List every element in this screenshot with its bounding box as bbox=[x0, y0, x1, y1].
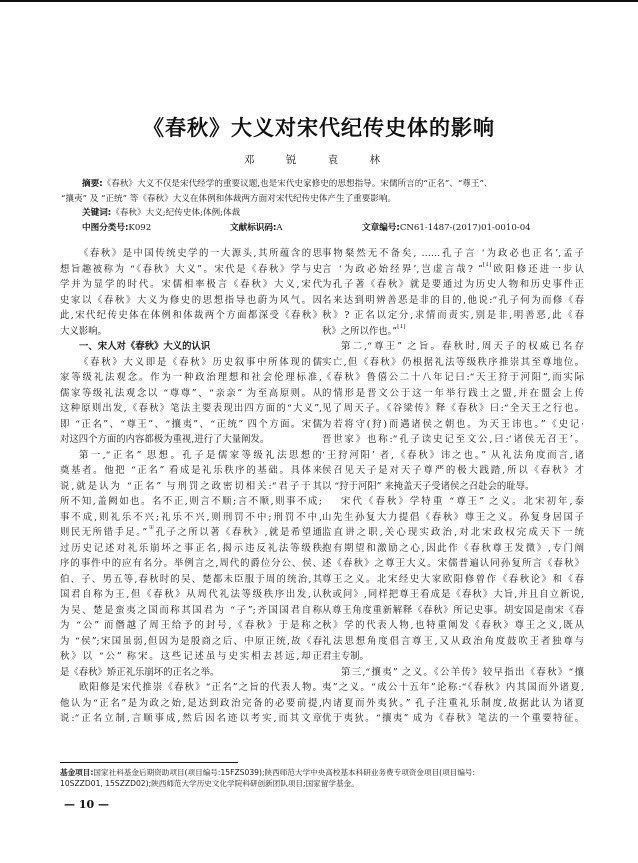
paragraph-line: 《春秋》大义即是《春秋》历史叙事中所体现的儒 bbox=[79, 356, 322, 368]
keywords bbox=[61, 206, 602, 221]
paragraph-line: 晋世家》也称:“孔子读史记至文公,曰:‘诸侯无召王’。 bbox=[322, 434, 584, 445]
article-id-label: 文章编号: bbox=[362, 223, 400, 233]
paragraph-line: 所不知,盖阙如也。名不正,则言不顺;言不顺,则事不成; bbox=[60, 496, 322, 507]
paragraph-line: 第二,“尊王” 之旨。春秋时,周天子的权威已名存 bbox=[341, 341, 584, 352]
line-text: 欧阳修还进一步认 bbox=[491, 263, 584, 275]
paragraph-line: 的情形是晋文公于这一年举行践土之盟,并在盟会上传 bbox=[322, 387, 584, 399]
paragraph-line: 伯、子、男五等,春秋时的吴、楚都未臣服于周的统治,其 bbox=[60, 573, 322, 585]
paragraph-line: 为若将守(狩)而遇诸侯之朝也。为天王讳也。”《史记· bbox=[322, 418, 584, 430]
citation-marker: [1] bbox=[397, 323, 406, 330]
abstract-line bbox=[61, 177, 581, 192]
clc-number bbox=[82, 221, 230, 236]
footnote bbox=[60, 767, 580, 789]
paragraph-line: 为 “侯”;宋国虽弱,但因为是殷商之后、中原正统,故《春 bbox=[60, 635, 322, 647]
paragraph-line: 此,宋代纪传史体在体例和体裁两个方面都深受《春秋》 bbox=[60, 310, 322, 321]
paragraph-line: 见了周天子。《谷梁传》释《春秋》曰:“全天王之行也。 bbox=[322, 403, 584, 414]
paragraph-line: 奠基者。他把 “正名” 看成是礼乐秩序的基础。具体来 bbox=[60, 465, 322, 476]
paragraph-line: ‘王狩河阳’ 者,《春秋》讳之也。” 从礼法角度而言,诸 bbox=[322, 449, 584, 461]
keywords-label: 关键词: bbox=[82, 208, 112, 218]
paragraph-line: 《春秋》鲁僖公二十八年记曰:“天王狩于河阳”,而实际 bbox=[322, 372, 584, 383]
paragraph-line: 秋》以 “公” 称宋。这些记述虽与史实相去甚远,却正 bbox=[60, 651, 322, 662]
paragraph-line: 《春秋》是中国传统史学的一大源头,其所蕴含的思 bbox=[79, 248, 322, 259]
paragraph-line: 序的事件中的应有名分。举例言之,周代的爵位分公、侯、 bbox=[60, 558, 322, 569]
clc-label: 中图分类号: bbox=[82, 223, 129, 233]
paragraph-line: 优于夷狄。“攘夷” 成为《春秋》笔法的一个重要特征。 bbox=[322, 713, 584, 724]
paragraph-line: 对这四个方面的内容都极为重视,进行了大量阐发。 bbox=[60, 434, 270, 445]
paragraph-line: 学并为显学的时代。宋儒相率极言《春秋》大义,宋代 bbox=[60, 279, 322, 290]
paragraph-line: 侯召见天子是对天子尊严的极大践踏,所以《春秋》才 bbox=[322, 465, 584, 476]
paragraph-line: 君主专制。 bbox=[322, 651, 369, 662]
paragraph-line: 秋》学的代表人物,也特重阐发《春秋》尊王之义,既从 bbox=[322, 620, 584, 631]
body-column-right bbox=[322, 246, 584, 727]
paragraph-line: 抱有期望和激励之心,因此作《春秋尊王发微》,专门阐 bbox=[322, 542, 584, 554]
keywords-value: 《春秋》大义;纪传史体;体例;体裁 bbox=[111, 208, 241, 218]
footnote-label: 基金项目: bbox=[60, 768, 94, 777]
paragraph-line: 即 “正名”、“尊王”、“攘夷”、“正统” 四个方面。宋儒 bbox=[60, 418, 322, 430]
article-authors: 邓 锐 袁 林 bbox=[243, 154, 394, 166]
paragraph-line: 为吴、楚是蛮夷之国而称其国君为 “子”;齐国国君自称 bbox=[60, 604, 322, 616]
paragraph-line: 述《春秋》之尊王大义。宋儒普遍认同孙复所言《春秋》 bbox=[322, 558, 584, 569]
footnote-line bbox=[60, 767, 580, 778]
paragraph-line: 国君自称为王,但《春秋》从周代礼法等级秩序出发,认 bbox=[60, 589, 322, 600]
paragraph-line: 他认为“正名”是为政之始,是达到政治完备的必要前提, bbox=[60, 697, 322, 709]
abstract-text: 《春秋》大义不仅是宋代经学的重要议题,也是宋代史家修史的思想指导。宋儒所言的“正名”、“尊王”、 bbox=[102, 179, 493, 189]
line-text: 孔子之所以著《春秋》,就是希望通 bbox=[155, 527, 322, 538]
paragraph-line: 事不成,则礼乐不兴;礼乐不兴,则刑罚不中;刑罚不中, bbox=[60, 511, 322, 523]
doc-code-value: A bbox=[276, 223, 283, 233]
paragraph-line: 尊王之义。北宋经史大家欧阳修曾作《春秋论》和《春 bbox=[322, 573, 584, 585]
paragraph-line: 家等级礼法观念。作为一种政治理想和社会伦理标准, bbox=[60, 372, 322, 383]
page-number: — 10 — bbox=[64, 798, 109, 811]
line-text: 则民无所错手足。” bbox=[60, 527, 148, 538]
paragraph-line: 山先生孙复大力提倡《春秋》尊王之义。孙复身居国子 bbox=[322, 511, 584, 523]
paragraph-line: 第三,“攘夷” 之义。《公羊传》较早指出《春秋》“攘 bbox=[341, 666, 584, 678]
paragraph-line: 事物粲然无不备矣, ……孔子言 ‘为政必也正名’,孟子 bbox=[322, 248, 584, 259]
classification-line bbox=[61, 221, 602, 236]
top-rule bbox=[0, 0, 638, 2]
paragraph-line: 说:“正名立制,言顺事成,然后因名迹以考实,而其文章 bbox=[60, 713, 322, 724]
paragraph-line: 说,就是认为 “正名” 与刑罚之政密切相关:“君子于其 bbox=[60, 480, 322, 492]
footnote-line: 10SZZD01, 15SZZD02);陕西师范大学历史文化学院科研创新团队项目;国家留学基金。 bbox=[60, 779, 359, 788]
paragraph-line: 这种原则出发,《春秋》笔法主要表现出四方面的“大义”, bbox=[60, 403, 322, 414]
footnote-text: 国家社科基金后期资助项目(项目编号:15FZS039);陕西师范大学中央高校基本科研业务费专项资金项目(项目编号: bbox=[93, 768, 476, 777]
paragraph-line: 夷”之义。“成公十五年”论称:“《春秋》内其国而外诸夏, bbox=[322, 682, 584, 693]
paragraph-line: 欧阳修是宋代推崇《春秋》“正名”之旨的代表人物。 bbox=[79, 682, 322, 693]
paragraph-line bbox=[322, 324, 584, 340]
footnote-rule bbox=[60, 762, 238, 763]
citation-marker: [1] bbox=[482, 261, 492, 268]
article-id bbox=[362, 221, 531, 236]
clc-value: K092 bbox=[128, 223, 152, 233]
paragraph-line: 秋或问》,同样把尊王看成是《春秋》大旨,并且自立新说, bbox=[322, 589, 584, 600]
citation-marker: ① bbox=[147, 525, 156, 531]
paragraph-line: 第一,“正名” 思想。孔子是儒家等级礼法思想的 bbox=[79, 449, 322, 461]
section-heading: 一、宋人对《春秋》大义的认识 bbox=[79, 341, 211, 352]
paragraph-line: 为孔子著《春秋》就是要通过为历史人物和历史事件正 bbox=[322, 279, 584, 290]
paragraph-line bbox=[322, 262, 584, 278]
article-title: 《春秋》大义对宋代纪传史体的影响 bbox=[143, 115, 495, 140]
line-text: 秋》之所以作也。” bbox=[322, 325, 398, 337]
paragraph-line bbox=[60, 525, 322, 541]
paragraph-line: 内诸夏而外夷狄。” 孔子注重礼乐制度,故据此认为诸夏 bbox=[322, 697, 584, 709]
line-text: 言 ‘为政必始经界’,岂虚言哉? ” bbox=[322, 263, 483, 275]
paragraph-line: 名来达到明辨善恶是非的目的,他说:“孔子何为而修《春 bbox=[322, 294, 584, 306]
abstract-label: 摘要: bbox=[82, 179, 103, 189]
paragraph-line: 以 “狩于河阳” 来掩盖天子受诸侯之召赴会的耻辱。 bbox=[322, 480, 535, 492]
paragraph-line: 礼法思想角度倡言尊王,又从政治角度鼓吹王者独尊与 bbox=[322, 635, 584, 647]
paragraph-line: 从尊王角度重新解释《春秋》所记史事。胡安国是南宋《春 bbox=[322, 604, 584, 616]
abstract-line: “攘夷” 及 “正统” 等《春秋》大义在体例和体裁两方面对宋代纪传史体产生了重要影响。 bbox=[61, 193, 397, 204]
paragraph-line: 想旨趣被称为 “《春秋》大义”。宋代是《春秋》学与史 bbox=[60, 263, 322, 275]
body-column-left bbox=[60, 246, 322, 727]
paragraph-line: 监直讲之职,关心现实政治,对北宋政权完成天下一统 bbox=[322, 527, 584, 538]
paragraph-line: 大义影响。 bbox=[60, 325, 107, 337]
paragraph-line: 实亡,但《春秋》仍根据礼法等级秩序推崇其至尊地位。 bbox=[322, 356, 584, 368]
doc-code-label: 文献标识码: bbox=[230, 223, 277, 233]
document-code bbox=[230, 221, 362, 236]
paragraph-line: 史家以《春秋》大义为修史的思想指导也蔚为风气。因 bbox=[60, 294, 322, 306]
paragraph-line: 是《春秋》矫正礼乐崩坏的正名之举。 bbox=[60, 666, 220, 678]
article-id-value: CN61-1487-(2017)01-0010-04 bbox=[399, 223, 531, 233]
paragraph-line: 儒家等级礼法观念以 “尊尊”、“亲亲” 为至高原则。从 bbox=[60, 387, 322, 399]
paragraph-line: 秋》? 正名以定分,求情而责实,别是非,明善恶,此《春 bbox=[322, 310, 584, 321]
paragraph-line: 为 “公” 而僭越了周王给予的封号,《春秋》于是称之 bbox=[60, 620, 322, 631]
paragraph-line: 过历史记述对礼乐崩坏之事正名,揭示违反礼法等级秩 bbox=[60, 542, 322, 554]
paragraph-line: 宋代《春秋》学特重 “尊王” 之义。北宋初年,泰 bbox=[341, 496, 584, 507]
abstract bbox=[61, 177, 581, 206]
